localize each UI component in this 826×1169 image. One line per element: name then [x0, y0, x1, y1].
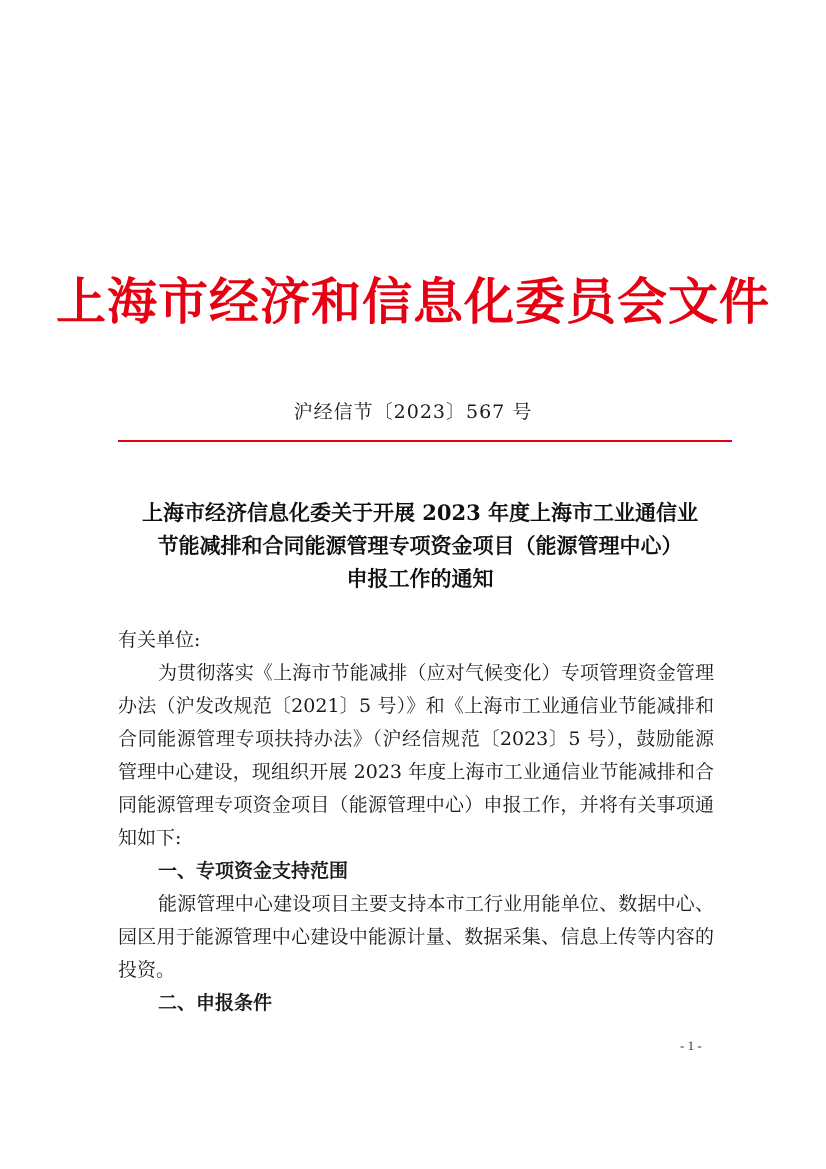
title-line-2: 节能减排和合同能源管理专项资金项目（能源管理中心） [157, 533, 683, 558]
section-heading-1: 一、专项资金支持范围 [158, 860, 349, 882]
section-paragraph-1: 能源管理中心建设项目主要支持本市工行业用能单位、数据中心、园区用于能源管理中心建设中能源计量、数据采集、信息上传等内容的投资。 [118, 893, 714, 981]
page-number: - 1 - [680, 1038, 702, 1053]
intro-paragraph: 为贯彻落实《上海市节能减排（应对气候变化）专项管理资金管理办法（沪发改规范〔2021〕5 号）》和《上海市工业通信业节能减排和合同能源管理专项扶持办法》（沪经信规范〔2023〕5 号），鼓励能源管理中心建设，现组织开展 2023 年度上海市工业通信业节能减排和合同能源管理专项资金项目（能源管理中心）申报工作，并将有关事项通知如下: [118, 662, 714, 849]
document-number: 沪经信节〔2023〕567 号 [293, 401, 533, 423]
title-line-1: 上海市经济信息化委关于开展 2023 年度上海市工业通信业 [141, 500, 699, 525]
masthead-title: 上海市经济和信息化委员会文件 [56, 272, 770, 331]
red-divider-line [118, 440, 732, 442]
notice-title [110, 496, 730, 595]
title-line-3: 申报工作的通知 [346, 566, 494, 591]
notice-body [118, 624, 714, 1020]
section-heading-2: 二、申报条件 [158, 992, 273, 1014]
salutation: 有关单位: [118, 629, 201, 651]
